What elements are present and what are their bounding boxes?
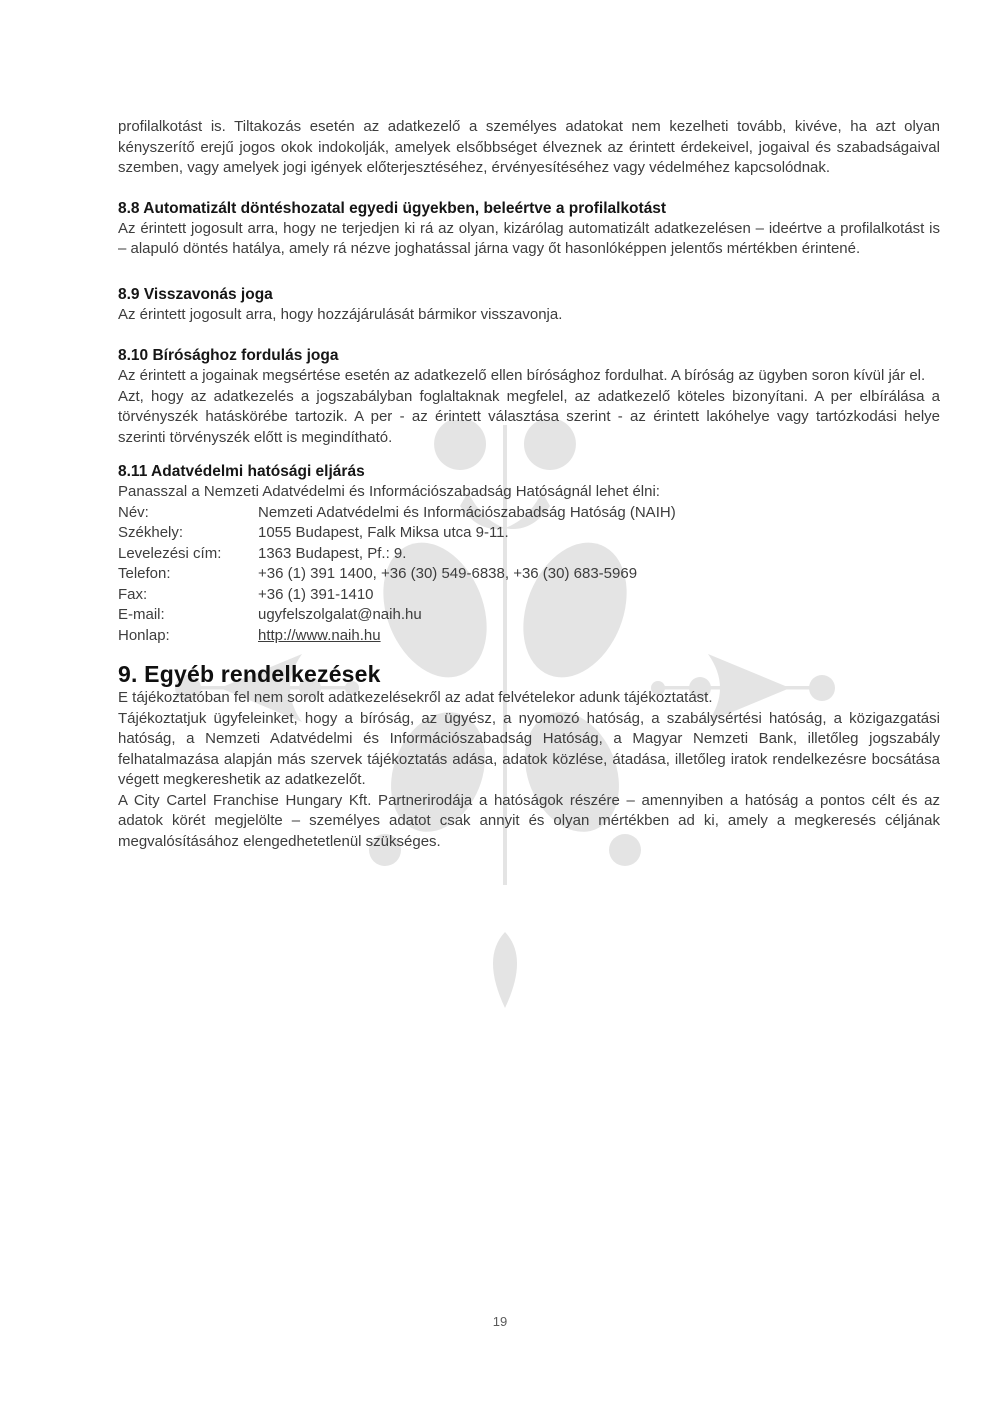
page-number: 19: [492, 1314, 508, 1329]
chapter-9-heading: 9. Egyéb rendelkezések: [118, 661, 381, 687]
contact-value: +36 (1) 391 1400, +36 (30) 549-6838, +36 (30) 683-5969: [258, 565, 638, 582]
contact-value: 1363 Budapest, Pf.: 9.: [258, 544, 407, 562]
contact-label: Név:: [118, 503, 149, 521]
contact-table: [118, 503, 940, 647]
contact-value: ugyfelszolgalat@naih.hu: [258, 606, 422, 623]
paragraph: Tájékoztatjuk ügyfeleinket, hogy a bíróság, az ügyész, a nyomozó hatóság, a szabálysértési hatóság, a közigazgatási hatóság, a Nemzeti Adatvédelmi és Információszabadság Hatóság, a Magyar Nemzeti Bank, illetőleg jogszabály felhatalmazása alapján más szervek tájékoztatás adása, adatok közlése, átadása, illetőleg iratok rendelkezésre bocsátása végett megkereshetik az adatkezelőt.: [118, 709, 940, 788]
contact-label: Székhely:: [118, 524, 184, 541]
naih-website-link[interactable]: http://www.naih.hu: [258, 626, 381, 644]
paragraph: Az érintett jogosult arra, hogy ne terjedjen ki rá az olyan, kizárólag automatizált adatkezelésen – ideértve a profilalkotást is – alapuló döntés hatálya, amely rá nézve joghatással járna vagy őt hasonlóképpen jelentős mértékben érintené.: [118, 219, 940, 257]
contact-label: Telefon:: [118, 565, 171, 582]
contact-label: Honlap:: [118, 626, 170, 644]
section-8-11: [118, 461, 940, 646]
section-heading-8-9: 8.9 Visszavonás joga: [118, 285, 273, 303]
lead-paragraph: profilalkotást is. Tiltakozás esetén az adatkezelő a személyes adatokat nem kezelheti tovább, kivéve, ha azt olyan kényszerítő erejű jogos okok indokolják, amelyek elsőbbséget élveznek az érintett érdekeivel, jogaival és szabadságaival szemben, vagy amelyek jogi igények előterjesztéséhez, érvényesítéséhez vagy védelméhez kapcsolódnak.: [118, 118, 940, 176]
paragraph: Az érintett a jogainak megsértése esetén az adatkezelő ellen bírósághoz fordulhat. A bíróság az ügyben soron kívül jár el.: [118, 367, 926, 384]
paragraph: Azt, hogy az adatkezelés a jogszabályban foglaltaknak megfelel, az adatkezelő köteles bizonyítani. A per elbírálása a törvényszék hatáskörébe tartozik. A per - az érintett választása szerint - az érintett lakóhelye vagy tartózkodási helye szerinti törvényszék előtt is megindítható.: [118, 387, 940, 446]
chapter-9: [118, 660, 940, 852]
section-8-9: [118, 284, 940, 326]
contact-value: [258, 626, 940, 647]
section-heading-8-10: 8.10 Bírósághoz fordulás joga: [118, 347, 339, 364]
paragraph: A City Cartel Franchise Hungary Kft. Partnerirodája a hatóságok részére – amennyiben a hatóság a pontos célt és az adatok körét megjelölte – személyes adatot csak annyit és olyan mértékben ad ki, amely a megkeresés céljának megvalósításához elengedhetetlenül szükséges.: [118, 791, 940, 850]
document-body: [118, 117, 940, 852]
section-heading-8-8: 8.8 Automatizált döntéshozatal egyedi ügyekben, beleértve a profilalkotást: [118, 199, 667, 217]
contact-value: Nemzeti Adatvédelmi és Információszabadság Hatóság (NAIH): [258, 503, 676, 521]
section-heading-8-11: 8.11 Adatvédelmi hatósági eljárás: [118, 463, 365, 480]
paragraph: Panasszal a Nemzeti Adatvédelmi és Információszabadság Hatóságnál lehet élni:: [118, 483, 660, 500]
section-8-8: [118, 198, 940, 260]
contact-label: E-mail:: [118, 606, 165, 623]
paragraph: Az érintett jogosult arra, hogy hozzájárulását bármikor visszavonja.: [118, 305, 563, 323]
contact-label: Levelezési cím:: [118, 544, 222, 562]
section-8-10: [118, 345, 940, 448]
paragraph: E tájékoztatóban fel nem sorolt adatkezelésekről az adat felvételekor adunk tájékoztatást.: [118, 689, 713, 706]
contact-label: Fax:: [118, 585, 148, 603]
contact-value: +36 (1) 391-1410: [258, 585, 374, 603]
contact-value: 1055 Budapest, Falk Miksa utca 9-11.: [258, 524, 509, 541]
